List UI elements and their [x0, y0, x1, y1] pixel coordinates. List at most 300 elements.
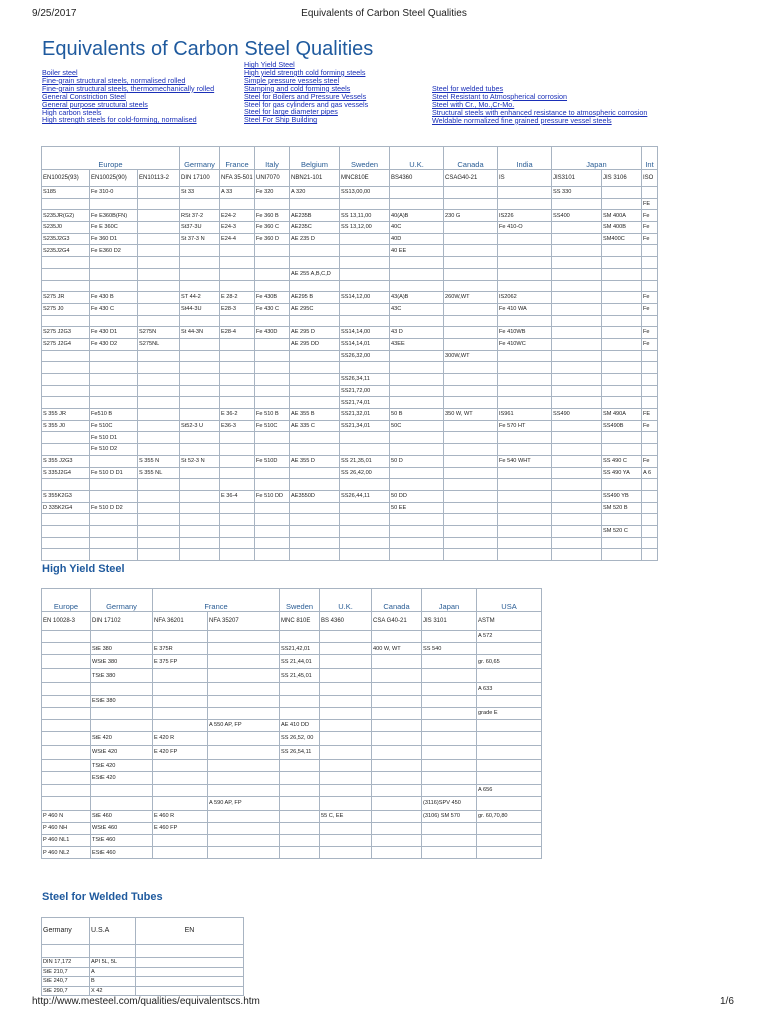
- region-header: U.K.: [390, 147, 444, 170]
- table-cell: [340, 257, 390, 269]
- table-cell: [444, 268, 498, 280]
- table-cell: E 420 R: [153, 732, 208, 746]
- table-cell: [498, 525, 552, 537]
- table-cell: [138, 374, 180, 386]
- table-cell: A 550 AP, FP: [208, 719, 280, 731]
- table-row: [42, 537, 658, 549]
- table-row: [42, 810, 542, 822]
- table-cell: [372, 631, 422, 643]
- link-structural-atmos[interactable]: Structural steels with enhanced resistance to atmospheric corrosion: [432, 108, 648, 117]
- table-cell: S275 J2G3: [42, 327, 90, 339]
- table-row: [42, 292, 658, 304]
- table-cell: [602, 338, 642, 350]
- table-cell: Fe 430 C: [90, 303, 138, 315]
- table-cell: [255, 257, 290, 269]
- link-large-pipes[interactable]: Steel for large diameter pipes: [244, 108, 338, 117]
- standard-header: NFA 36201: [153, 612, 208, 631]
- table-cell: [180, 549, 220, 561]
- table-cell: [90, 280, 138, 292]
- table-cell: [642, 257, 658, 269]
- table-cell: [642, 374, 658, 386]
- table-cell: SS490 YB: [602, 490, 642, 502]
- table-cell: [42, 732, 91, 746]
- table-cell: SS 26,52, 00: [280, 732, 320, 746]
- table-cell: E 460 FP: [153, 822, 208, 834]
- table-cell: Fe 570 HT: [498, 420, 552, 432]
- link-general-construction[interactable]: General Constriction Steel: [42, 92, 126, 101]
- table-cell: AE295 B: [290, 292, 340, 304]
- table-cell: AE 295 DD: [290, 338, 340, 350]
- table-cell: [444, 198, 498, 210]
- table-cell: [444, 280, 498, 292]
- region-header: Japan: [552, 147, 642, 170]
- header-row: [42, 918, 244, 945]
- table-cell: E24-4: [220, 233, 255, 245]
- table-cell: Fe E360 D2: [90, 245, 138, 257]
- table-row: [42, 198, 658, 210]
- table-row: [42, 327, 658, 339]
- link-stamping[interactable]: Stamping and cold forming steels: [244, 84, 351, 93]
- table-cell: A 590 AP, FP: [208, 796, 280, 810]
- table-cell: [422, 669, 477, 683]
- table-cell: Fe: [642, 420, 658, 432]
- table-cell: [372, 732, 422, 746]
- table-cell: [372, 796, 422, 810]
- link-fine-grain-thermo[interactable]: Fine-grain structural steels, thermomechanically rolled: [42, 84, 215, 93]
- table-cell: [90, 374, 138, 386]
- table-cell: [208, 695, 280, 707]
- table-cell: [422, 746, 477, 760]
- table-row: [42, 362, 658, 374]
- table-cell: [372, 810, 422, 822]
- table-cell: SS14,14,01: [340, 338, 390, 350]
- table-cell: P 460 NH: [42, 822, 91, 834]
- table-row: [42, 514, 658, 526]
- link-weldable-pressure[interactable]: Weldable normalized fine grained pressure vessel steels: [432, 116, 612, 125]
- table-cell: [220, 257, 255, 269]
- table-cell: 300W,WT: [444, 350, 498, 362]
- table-cell: gr. 60,70,80: [477, 810, 542, 822]
- link-welded-tubes[interactable]: Steel for welded tubes: [432, 85, 504, 93]
- table-cell: [498, 514, 552, 526]
- table-cell: SS26,32,00: [340, 350, 390, 362]
- table-cell: [90, 514, 138, 526]
- table-row: [42, 233, 658, 245]
- table-cell: Fe 410WB: [498, 327, 552, 339]
- table-cell: [602, 397, 642, 409]
- table-row: [42, 746, 542, 760]
- table-cell: [498, 315, 552, 327]
- table-cell: [138, 490, 180, 502]
- table-cell: SS14,12,00: [340, 292, 390, 304]
- table-cell: EStE 380: [91, 695, 153, 707]
- table-row: [42, 967, 244, 977]
- table-cell: 43C: [390, 303, 444, 315]
- table-cell: SS 490 C: [602, 455, 642, 467]
- link-gas-cylinders[interactable]: Steel for gas cylinders and gas vessels: [244, 100, 369, 109]
- table-cell: [42, 257, 90, 269]
- region-header: France: [153, 589, 280, 612]
- table-row: [42, 655, 542, 669]
- table-cell: S275N: [138, 327, 180, 339]
- table-cell: [390, 187, 444, 199]
- table-row: [42, 245, 658, 257]
- table-cell: [138, 444, 180, 456]
- region-header: USA: [477, 589, 542, 612]
- table-cell: [390, 397, 444, 409]
- table-cell: gr. 60,65: [477, 655, 542, 669]
- table-cell: [444, 397, 498, 409]
- standard-header: JIS 3101: [422, 612, 477, 631]
- table-cell: E 460 R: [153, 810, 208, 822]
- table-cell: 55 C, EE: [320, 810, 372, 822]
- table-cell: [552, 362, 602, 374]
- table-cell: [255, 514, 290, 526]
- link-high-yield-cold[interactable]: High yield strength cold forming steels: [244, 68, 366, 77]
- table-cell: StE 460: [91, 810, 153, 822]
- table-cell: [602, 303, 642, 315]
- table-cell: Fe 410WC: [498, 338, 552, 350]
- table-cell: St 37-3 N: [180, 233, 220, 245]
- table-row: [42, 669, 542, 683]
- table-cell: [320, 784, 372, 796]
- table-cell: [290, 444, 340, 456]
- table-cell: Fe 510 DD: [255, 490, 290, 502]
- table-cell: [477, 822, 542, 834]
- table-cell: [552, 525, 602, 537]
- table-cell: Fe 310-0: [90, 187, 138, 199]
- table-cell: [42, 643, 91, 655]
- table-cell: [602, 292, 642, 304]
- table-cell: [340, 198, 390, 210]
- table-cell: [498, 549, 552, 561]
- link-high-carbon[interactable]: High carbon steels: [42, 108, 102, 117]
- table-cell: [290, 467, 340, 479]
- table-cell: TStE 420: [91, 760, 153, 772]
- table-cell: SM 520 B: [602, 502, 642, 514]
- table-cell: Fe 360 D: [255, 233, 290, 245]
- table-cell: [498, 280, 552, 292]
- table-cell: S235J2G3: [42, 233, 90, 245]
- link-ship-building[interactable]: Steel For Ship Building: [244, 116, 318, 125]
- region-header: Germany: [91, 589, 153, 612]
- table-row: [42, 187, 658, 199]
- table-cell: [138, 549, 180, 561]
- table-cell: Fe 430 D2: [90, 338, 138, 350]
- page-title: Equivalents of Carbon Steel Qualities: [42, 38, 374, 60]
- table-cell: SS 21,45,01: [280, 669, 320, 683]
- table-cell: SS 13,11,00: [340, 210, 390, 222]
- table-cell: Fe510 B: [90, 409, 138, 421]
- table-cell: [138, 362, 180, 374]
- table-cell: SS14,14,00: [340, 327, 390, 339]
- standard-header: JIS3101: [552, 170, 602, 187]
- table-cell: [220, 385, 255, 397]
- table-cell: [138, 525, 180, 537]
- table-cell: [42, 385, 90, 397]
- table-row: [42, 338, 658, 350]
- table-cell: [290, 537, 340, 549]
- table-cell: St 44-3N: [180, 327, 220, 339]
- table-cell: AE 295 D: [290, 327, 340, 339]
- table-cell: [90, 455, 138, 467]
- table-cell: E 28-2: [220, 292, 255, 304]
- table-cell: Fe 410-O: [498, 222, 552, 234]
- table-cell: [42, 796, 91, 810]
- table-cell: [498, 268, 552, 280]
- table-row: [42, 303, 658, 315]
- table-cell: [290, 350, 340, 362]
- table-cell: [220, 338, 255, 350]
- table-cell: [42, 669, 91, 683]
- table-row: [42, 643, 542, 655]
- table-cell: [90, 315, 138, 327]
- table-cell: [390, 268, 444, 280]
- table-cell: [138, 420, 180, 432]
- table-cell: E36-3: [220, 420, 255, 432]
- table-row: [42, 719, 542, 731]
- table-cell: 350 W, WT: [444, 409, 498, 421]
- table-cell: [444, 327, 498, 339]
- table-cell: [642, 315, 658, 327]
- table-cell: [42, 479, 90, 491]
- table-row: [42, 374, 658, 386]
- column-header: EN: [136, 918, 244, 945]
- table-cell: [90, 362, 138, 374]
- table-cell: [552, 303, 602, 315]
- table-cell: [91, 719, 153, 731]
- table-cell: [42, 514, 90, 526]
- link-group-1: [42, 69, 242, 124]
- table-cell: [90, 525, 138, 537]
- table-cell: [136, 967, 244, 977]
- table-cell: WStE 420: [91, 746, 153, 760]
- table-cell: E 36-4: [220, 490, 255, 502]
- table-cell: [208, 822, 280, 834]
- table-cell: A 633: [477, 683, 542, 695]
- table-cell: [552, 479, 602, 491]
- table-cell: [290, 514, 340, 526]
- table-cell: Fe 510C: [255, 420, 290, 432]
- table-cell: [138, 233, 180, 245]
- table-cell: [372, 683, 422, 695]
- table-cell: [208, 760, 280, 772]
- table-cell: [552, 338, 602, 350]
- table-cell: St44-3U: [180, 303, 220, 315]
- table-cell: [642, 479, 658, 491]
- table-cell: [372, 822, 422, 834]
- table-cell: RSt 37-2: [180, 210, 220, 222]
- table-cell: P 460 N: [42, 810, 91, 822]
- table-cell: [340, 514, 390, 526]
- table-cell: [180, 514, 220, 526]
- table-cell: [91, 796, 153, 810]
- standard-header: IS: [498, 170, 552, 187]
- table-cell: [320, 822, 372, 834]
- link-high-yield[interactable]: High Yield Steel: [244, 61, 295, 69]
- table-cell: [390, 280, 444, 292]
- table-cell: Fe: [642, 233, 658, 245]
- table-cell: [255, 432, 290, 444]
- table-cell: [220, 362, 255, 374]
- link-simple-pressure[interactable]: Simple pressure vessels steel: [244, 76, 340, 85]
- table-cell: E28-3: [220, 303, 255, 315]
- table-cell: [642, 397, 658, 409]
- region-header: Sweden: [280, 589, 320, 612]
- table-cell: [180, 257, 220, 269]
- table-cell: [444, 385, 498, 397]
- table-cell: [340, 525, 390, 537]
- link-cr-mo[interactable]: Steel with Cr., Mo.,Cr-Mo.: [432, 100, 515, 109]
- table-cell: S 355 J2G3: [42, 455, 90, 467]
- table-cell: SS490: [552, 409, 602, 421]
- table-cell: [290, 397, 340, 409]
- table-cell: [320, 669, 372, 683]
- table-cell: [477, 669, 542, 683]
- link-boilers-pressure[interactable]: Steel for Boilers and Pressure Vessels: [244, 92, 367, 101]
- table-cell: [444, 432, 498, 444]
- table-cell: [138, 409, 180, 421]
- link-atmospheric[interactable]: Steel Resistant to Atmospherical corrosion: [432, 92, 568, 101]
- table-cell: [290, 385, 340, 397]
- table-cell: [255, 525, 290, 537]
- table-cell: [255, 537, 290, 549]
- table-cell: [280, 760, 320, 772]
- table-cell: [552, 549, 602, 561]
- table-cell: [444, 303, 498, 315]
- table-cell: 50 B: [390, 409, 444, 421]
- table-cell: E 375R: [153, 643, 208, 655]
- table-cell: A 33: [220, 187, 255, 199]
- table-row: [42, 707, 542, 719]
- link-high-strength-cold[interactable]: High strength steels for cold-forming, normalised: [42, 116, 197, 125]
- standard-header: JIS 3106: [602, 170, 642, 187]
- table-cell: AE 235 D: [290, 233, 340, 245]
- link-general-purpose[interactable]: General purpose structural steels: [42, 100, 148, 109]
- table-cell: SM 400A: [602, 210, 642, 222]
- table-cell: [255, 362, 290, 374]
- table-cell: [208, 746, 280, 760]
- standard-header: ASTM: [477, 612, 542, 631]
- table-cell: [642, 187, 658, 199]
- table-cell: [498, 397, 552, 409]
- table-cell: [91, 707, 153, 719]
- table-cell: [444, 549, 498, 561]
- table-cell: [180, 268, 220, 280]
- table-cell: [136, 977, 244, 987]
- table-cell: [390, 549, 444, 561]
- table-cell: [340, 444, 390, 456]
- standard-header: EN 10028-3: [42, 612, 91, 631]
- table-cell: [320, 695, 372, 707]
- table-cell: [498, 257, 552, 269]
- region-header-row: [42, 147, 658, 170]
- table-cell: [552, 327, 602, 339]
- table-cell: [477, 796, 542, 810]
- table-cell: [642, 525, 658, 537]
- table-cell: EStE 420: [91, 772, 153, 784]
- table-cell: [320, 643, 372, 655]
- table-cell: [180, 397, 220, 409]
- table-cell: [552, 315, 602, 327]
- table-cell: Fe 510 D2: [90, 444, 138, 456]
- table-cell: [255, 549, 290, 561]
- table-cell: [602, 432, 642, 444]
- table-cell: [372, 655, 422, 669]
- table-cell: 43 D: [390, 327, 444, 339]
- table-cell: [340, 362, 390, 374]
- table-cell: Fe 510 D D1: [90, 467, 138, 479]
- table-cell: [340, 432, 390, 444]
- table-cell: [220, 280, 255, 292]
- table-cell: P 460 NL2: [42, 847, 91, 859]
- table-row: [42, 409, 658, 421]
- table-cell: [220, 525, 255, 537]
- table-cell: S 355 J0: [42, 420, 90, 432]
- table-cell: [91, 631, 153, 643]
- standard-header: DIN 17102: [91, 612, 153, 631]
- table-cell: [498, 432, 552, 444]
- table-cell: [280, 683, 320, 695]
- table-cell: [602, 362, 642, 374]
- table-row: [42, 385, 658, 397]
- table-cell: [422, 707, 477, 719]
- table-cell: [444, 222, 498, 234]
- table-cell: [602, 245, 642, 257]
- table-cell: 50 EE: [390, 502, 444, 514]
- table-cell: [42, 695, 91, 707]
- table-cell: [477, 835, 542, 847]
- table-cell: E24-2: [220, 210, 255, 222]
- table-cell: [138, 303, 180, 315]
- table-cell: [138, 257, 180, 269]
- table-cell: [208, 847, 280, 859]
- table-cell: [153, 847, 208, 859]
- standard-header: NFA 35-501: [220, 170, 255, 187]
- standard-header: NFA 35207: [208, 612, 280, 631]
- table-cell: Fe 540 WHT: [498, 455, 552, 467]
- table-cell: [208, 683, 280, 695]
- table-cell: [208, 655, 280, 669]
- table-cell: [153, 835, 208, 847]
- table-cell: ST 44-2: [180, 292, 220, 304]
- table-cell: [91, 784, 153, 796]
- table-cell: Fe 430 B: [90, 292, 138, 304]
- table-cell: [422, 772, 477, 784]
- table-cell: [180, 409, 220, 421]
- table-cell: [255, 502, 290, 514]
- table-cell: AE 335 C: [290, 420, 340, 432]
- table-cell: [180, 502, 220, 514]
- link-boiler-steel[interactable]: Boiler steel: [42, 69, 78, 77]
- table-cell: [422, 822, 477, 834]
- table-cell: FE: [642, 409, 658, 421]
- table-cell: [552, 257, 602, 269]
- table-cell: [180, 385, 220, 397]
- table-cell: [42, 746, 91, 760]
- table-row: [42, 222, 658, 234]
- table-cell: [444, 444, 498, 456]
- link-fine-grain-normalised[interactable]: Fine-grain structural steels, normalised rolled: [42, 76, 186, 85]
- table-cell: [220, 514, 255, 526]
- table-cell: [390, 362, 444, 374]
- table-cell: E 420 FP: [153, 746, 208, 760]
- table-row: [42, 695, 542, 707]
- table-cell: AE 295C: [290, 303, 340, 315]
- table-cell: grade E: [477, 707, 542, 719]
- table-cell: [498, 245, 552, 257]
- table-cell: [390, 350, 444, 362]
